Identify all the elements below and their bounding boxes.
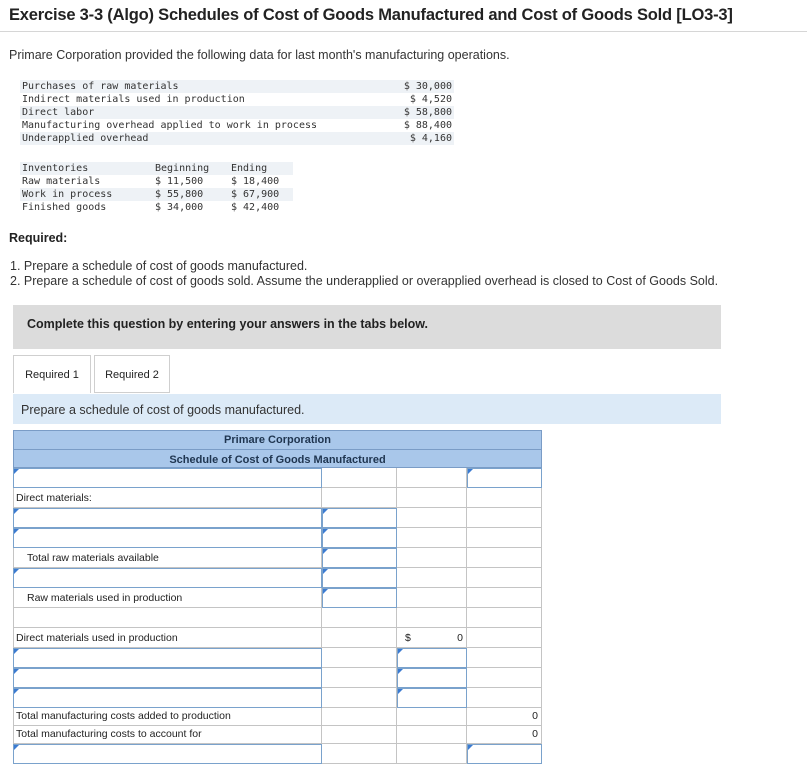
beginning-header: Beginning (153, 162, 229, 175)
inventory-beginning: $ 55,800 (153, 188, 229, 201)
tab-required-1[interactable]: Required 1 (13, 355, 91, 393)
intro-text: Primare Corporation provided the following data for last month's manufacturing operations. (9, 48, 510, 62)
label-input[interactable] (13, 668, 322, 688)
total-input[interactable] (467, 468, 542, 488)
inventory-ending: $ 18,400 (231, 176, 280, 187)
given-row (20, 119, 454, 132)
worksheet-row (13, 608, 542, 628)
label-input[interactable] (13, 648, 322, 668)
total-cell (467, 528, 542, 548)
amount-cell (322, 488, 397, 508)
worksheet-row (13, 628, 542, 648)
total-cell (467, 568, 542, 588)
given-row (20, 80, 454, 93)
total-input[interactable] (467, 744, 542, 764)
company-name: Primare Corporation (224, 434, 331, 446)
inventory-row (20, 188, 293, 201)
label-input[interactable] (13, 688, 322, 708)
subtotal-cell (397, 568, 467, 588)
amount-input[interactable] (322, 528, 397, 548)
given-label: Manufacturing overhead applied to work in process (22, 120, 318, 131)
inventory-beginning: $ 34,000 (155, 202, 204, 213)
raw-used-label: Raw materials used in production (27, 592, 183, 604)
subtotal-cell (397, 548, 467, 568)
direct-used-label: Direct materials used in production (16, 632, 178, 644)
amount-cell (322, 708, 397, 726)
worksheet-row (13, 528, 542, 548)
total-added-label: Total manufacturing costs added to production (16, 710, 231, 722)
subtotal-cell (397, 588, 467, 608)
given-value: $ 4,160 (384, 132, 454, 145)
inventory-label: Finished goods (22, 202, 107, 213)
given-row (20, 132, 454, 145)
required-item-2: 2. Prepare a schedule of cost of goods sold. Assume the underapplied or overapplied overhead is closed to Cost of Goods Sold. (10, 274, 719, 288)
inventory-row (20, 175, 293, 188)
worksheet-row (13, 744, 542, 764)
total-cell (467, 508, 542, 528)
subtotal-cell (397, 508, 467, 528)
given-label: Underapplied overhead (20, 132, 384, 145)
amount-input[interactable] (322, 548, 397, 568)
subtotal-cell (397, 608, 467, 628)
worksheet-row (13, 488, 542, 508)
amount-cell (322, 648, 397, 668)
inventories-table (20, 162, 293, 214)
subtotal-cell (397, 528, 467, 548)
subtotal-input[interactable] (397, 688, 467, 708)
subtotal-cell (397, 726, 467, 744)
inventories-header: Inventories (20, 162, 153, 175)
worksheet-row (13, 468, 542, 488)
worksheet-row (13, 588, 542, 608)
inventories-header-row (20, 162, 293, 175)
total-added-value: 0 (532, 710, 538, 722)
tab-required-2[interactable]: Required 2 (94, 355, 170, 393)
tab-instruction: Prepare a schedule of cost of goods manufactured. (13, 394, 721, 424)
total-cell (467, 608, 542, 628)
title-divider (0, 31, 807, 32)
inventory-ending: $ 42,400 (231, 202, 280, 213)
amount-input[interactable] (322, 588, 397, 608)
amount-cell (322, 468, 397, 488)
ending-header: Ending (229, 162, 293, 175)
given-row (20, 106, 454, 119)
direct-used-value: 0 (457, 632, 463, 644)
given-value: $ 4,520 (409, 94, 452, 105)
inventory-row (20, 201, 293, 214)
total-cell (467, 488, 542, 508)
dollar-sign: $ (405, 632, 411, 644)
amount-cell (322, 744, 397, 764)
worksheet-row (13, 688, 542, 708)
given-value: $ 30,000 (384, 80, 454, 93)
subtotal-cell (397, 488, 467, 508)
amount-input[interactable] (322, 508, 397, 528)
required-heading: Required: (9, 231, 68, 245)
worksheet-row (13, 708, 542, 726)
total-cell (467, 648, 542, 668)
amount-cell (322, 628, 397, 648)
worksheet-header (13, 430, 542, 468)
worksheet-row (13, 568, 542, 588)
label-cell (13, 608, 322, 628)
total-account-label: Total manufacturing costs to account for (16, 728, 202, 740)
direct-materials-label: Direct materials: (16, 492, 92, 504)
total-raw-available-label: Total raw materials available (27, 552, 159, 564)
inventory-label: Raw materials (22, 176, 101, 187)
amount-cell (322, 688, 397, 708)
amount-cell (322, 668, 397, 688)
total-cell (467, 588, 542, 608)
amount-cell (322, 608, 397, 628)
given-label: Purchases of raw materials (20, 80, 384, 93)
worksheet-row (13, 508, 542, 528)
total-cell (467, 688, 542, 708)
given-value: $ 88,400 (403, 120, 452, 131)
given-label: Indirect materials used in production (22, 94, 245, 105)
label-input[interactable] (13, 528, 322, 548)
worksheet-row (13, 548, 542, 568)
worksheet-row (13, 668, 542, 688)
subtotal-input[interactable] (397, 668, 467, 688)
header-divider (14, 449, 541, 450)
total-account-value: 0 (532, 728, 538, 740)
required-item-1: 1. Prepare a schedule of cost of goods manufactured. (10, 259, 308, 273)
given-data-table (20, 80, 454, 145)
amount-cell (322, 726, 397, 744)
cogm-worksheet (13, 430, 542, 764)
inventory-beginning: $ 11,500 (155, 176, 204, 187)
given-label: Direct labor (20, 106, 384, 119)
amount-input[interactable] (322, 568, 397, 588)
inventory-label: Work in process (20, 188, 153, 201)
instructions-banner: Complete this question by entering your answers in the tabs below. (13, 305, 721, 349)
page-title: Exercise 3-3 (Algo) Schedules of Cost of Goods Manufactured and Cost of Goods Sold [LO3-3] (9, 6, 733, 24)
given-value: $ 58,800 (384, 106, 454, 119)
inventory-ending: $ 67,900 (229, 188, 293, 201)
given-row (20, 93, 454, 106)
worksheet-row (13, 648, 542, 668)
total-cell (467, 628, 542, 648)
subtotal-cell (397, 744, 467, 764)
schedule-title: Schedule of Cost of Goods Manufactured (169, 454, 386, 466)
subtotal-cell (397, 468, 467, 488)
total-cell (467, 548, 542, 568)
subtotal-cell (397, 708, 467, 726)
worksheet-row (13, 726, 542, 744)
label-input[interactable] (13, 568, 322, 588)
subtotal-input[interactable] (397, 648, 467, 668)
required-list (10, 259, 718, 289)
total-cell (467, 668, 542, 688)
label-input[interactable] (13, 744, 322, 764)
label-input[interactable] (13, 508, 322, 528)
label-input[interactable] (13, 468, 322, 488)
